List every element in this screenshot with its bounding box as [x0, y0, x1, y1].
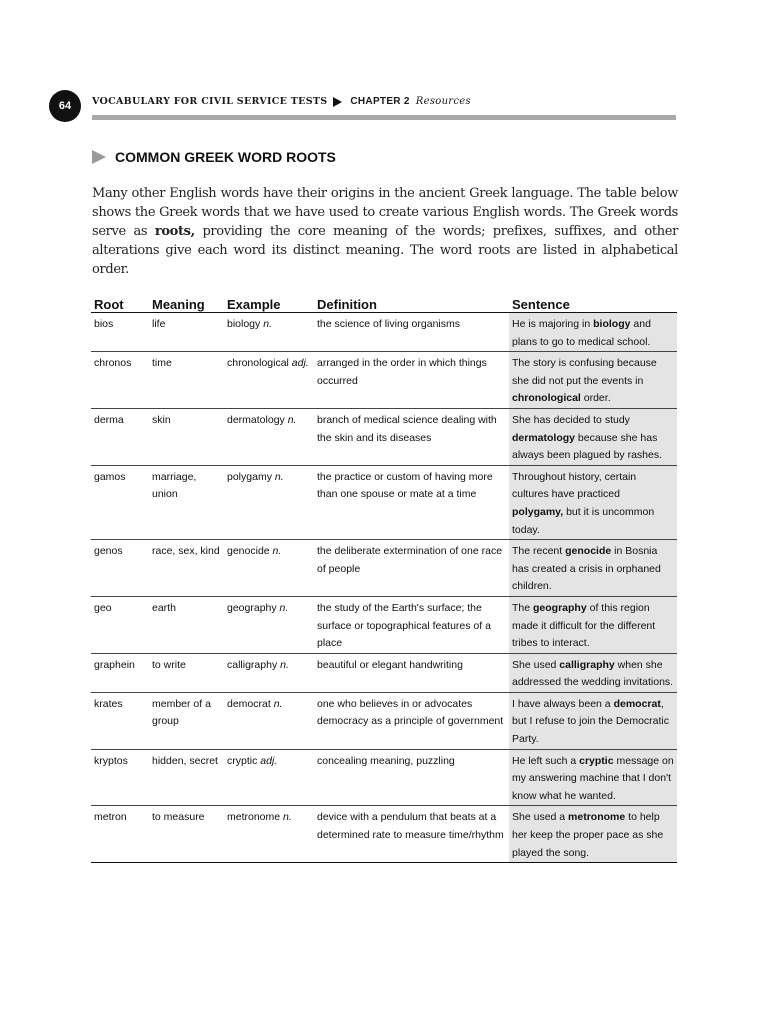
header-definition: Definition [314, 293, 509, 313]
table-row [91, 692, 677, 749]
cell-definition: the deliberate extermination of one race of people [314, 540, 509, 597]
cell-example: geography n. [224, 596, 314, 653]
table-row [91, 806, 677, 863]
section-heading [92, 149, 336, 165]
table-row [91, 749, 677, 806]
cell-sentence: Throughout history, certain cultures have practiced polygamy, but it is uncommon today. [509, 465, 677, 539]
cell-root: kryptos [91, 749, 149, 806]
cell-root: bios [91, 313, 149, 352]
cell-meaning: member of a group [149, 692, 224, 749]
cell-root: chronos [91, 352, 149, 409]
section-title: COMMON GREEK WORD ROOTS [115, 149, 336, 165]
cell-meaning: race, sex, kind [149, 540, 224, 597]
cell-meaning: skin [149, 408, 224, 465]
cell-sentence: She used calligraphy when she addressed the wedding invitations. [509, 653, 677, 692]
cell-root: derma [91, 408, 149, 465]
page-number: 64 [58, 100, 72, 112]
chapter-label: CHAPTER 2 [350, 96, 410, 107]
header-sentence: Sentence [509, 293, 677, 313]
cell-example: calligraphy n. [224, 653, 314, 692]
table-row [91, 465, 677, 539]
header-meaning: Meaning [149, 293, 224, 313]
cell-sentence: The geography of this region made it difficult for the different tribes to interact. [509, 596, 677, 653]
table-row [91, 540, 677, 597]
cell-meaning: to measure [149, 806, 224, 863]
cell-root: metron [91, 806, 149, 863]
cell-meaning: marriage, union [149, 465, 224, 539]
cell-sentence: He is majoring in biology and plans to go to medical school. [509, 313, 677, 352]
cell-definition: the study of the Earth's surface; the surface or topographical features of a place [314, 596, 509, 653]
cell-root: gamos [91, 465, 149, 539]
cell-sentence: He left such a cryptic message on my answering machine that I don't know what he wanted. [509, 749, 677, 806]
cell-sentence: She has decided to study dermatology because she has always been plagued by rashes. [509, 408, 677, 465]
table-row [91, 596, 677, 653]
cell-example: biology n. [224, 313, 314, 352]
intro-paragraph [92, 184, 678, 279]
cell-example: metronome n. [224, 806, 314, 863]
cell-definition: one who believes in or advocates democracy as a principle of government [314, 692, 509, 749]
cell-sentence: I have always been a democrat, but I refuse to join the Democratic Party. [509, 692, 677, 749]
page-number-badge [49, 90, 81, 122]
book-title: VOCABULARY FOR CIVIL SERVICE TESTS [92, 96, 328, 107]
cell-meaning: to write [149, 653, 224, 692]
intro-text-1: Many other English words have their origins in the ancient Greek language. The table below shows the Greek words that we have used to create various English words. The Greek words serve as [92, 186, 678, 239]
intro-bold: roots, [154, 224, 195, 239]
cell-example: genocide n. [224, 540, 314, 597]
cell-sentence: The recent genocide in Bosnia has created a crisis in orphaned children. [509, 540, 677, 597]
cell-meaning: earth [149, 596, 224, 653]
cell-root: geo [91, 596, 149, 653]
header-rule [92, 115, 676, 120]
cell-example: democrat n. [224, 692, 314, 749]
triangle-right-icon [92, 150, 106, 164]
header-root: Root [91, 293, 149, 313]
cell-meaning: life [149, 313, 224, 352]
cell-definition: the practice or custom of having more than one spouse or mate at a time [314, 465, 509, 539]
cell-definition: beautiful or elegant handwriting [314, 653, 509, 692]
cell-example: dermatology n. [224, 408, 314, 465]
cell-definition: concealing meaning, puzzling [314, 749, 509, 806]
cell-definition: device with a pendulum that beats at a determined rate to measure time/rhythm [314, 806, 509, 863]
cell-example: polygamy n. [224, 465, 314, 539]
running-head [92, 96, 471, 107]
cell-root: genos [91, 540, 149, 597]
cell-definition: arranged in the order in which things occurred [314, 352, 509, 409]
cell-example: cryptic adj. [224, 749, 314, 806]
table-row [91, 653, 677, 692]
table-row [91, 352, 677, 409]
header-example: Example [224, 293, 314, 313]
table-row [91, 313, 677, 352]
greek-roots-table [91, 293, 677, 863]
cell-root: krates [91, 692, 149, 749]
cell-meaning: hidden, secret [149, 749, 224, 806]
table-row [91, 408, 677, 465]
table-header-row [91, 293, 677, 313]
cell-meaning: time [149, 352, 224, 409]
cell-example: chronological adj. [224, 352, 314, 409]
cell-definition: the science of living organisms [314, 313, 509, 352]
triangle-right-icon [333, 97, 342, 107]
cell-root: graphein [91, 653, 149, 692]
cell-definition: branch of medical science dealing with the skin and its diseases [314, 408, 509, 465]
intro-text-2: providing the core meaning of the words; prefixes, suffixes, and other alterations give each word its distinct meaning. The word roots are listed in alphabetical order. [92, 224, 679, 277]
chapter-title: Resources [415, 96, 471, 107]
cell-sentence: The story is confusing because she did not put the events in chronological order. [509, 352, 677, 409]
cell-sentence: She used a metronome to help her keep the proper pace as she played the song. [509, 806, 677, 863]
